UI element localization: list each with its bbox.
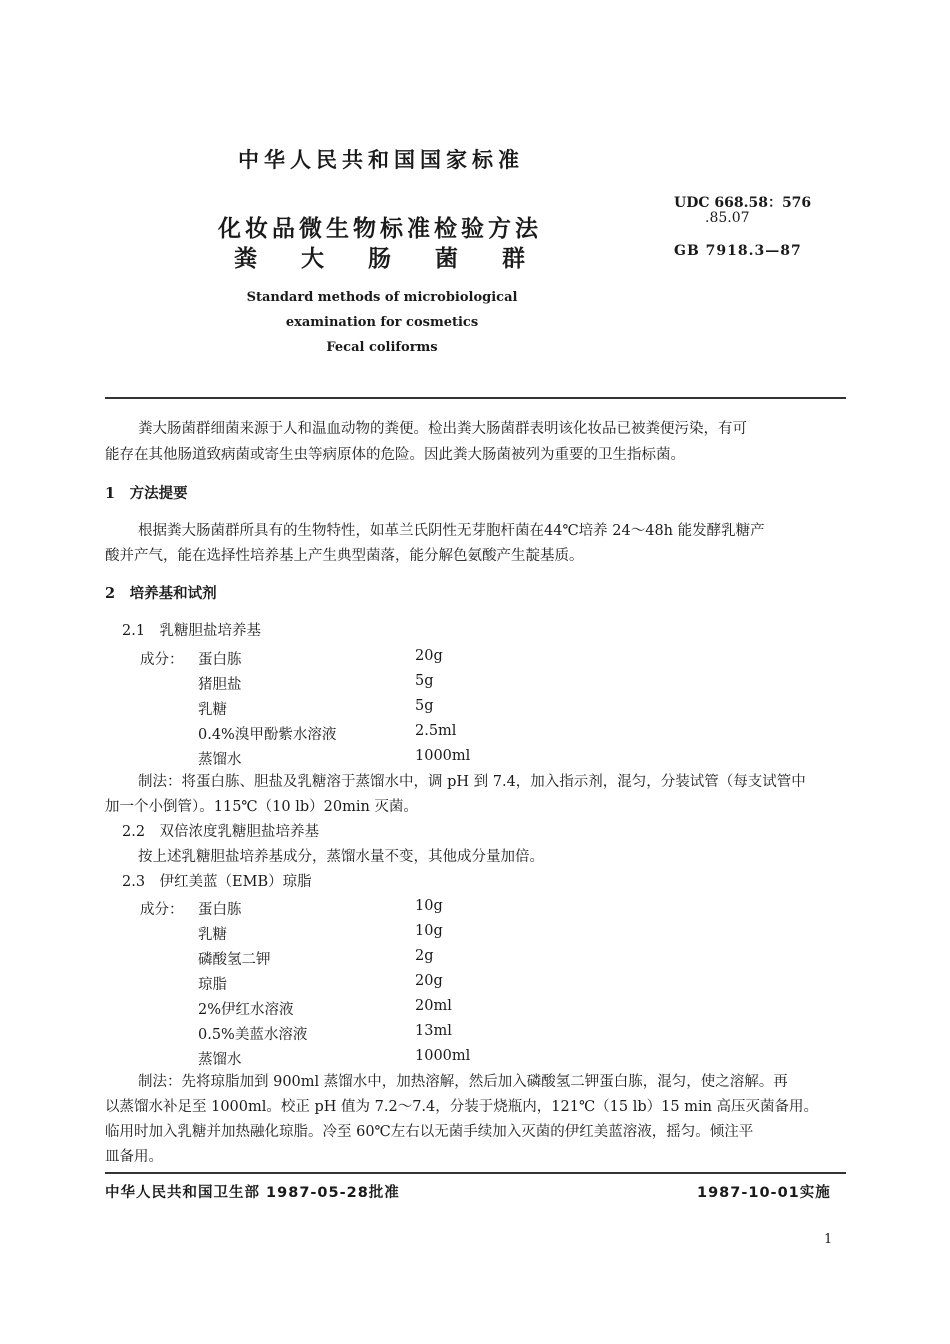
ingredient-amount: 2.5ml [415,723,457,739]
english-title-line2: examination for cosmetics [285,315,479,330]
gb-code: GB 7918.3—87 [674,243,802,259]
ingredient-name: 琼脂 [198,977,227,993]
standard-name: 中华人民共和国国家标准 [238,148,524,172]
section2-1-method-line2: 加一个小倒管）。115℃（10 lb）20min 灭菌。 [105,799,418,815]
ingredient-name: 乳糖 [198,702,227,718]
ingredients-label: 成分： [140,902,184,918]
document-subtitle: 粪大肠菌群 [234,246,569,272]
ingredient-name: 磷酸氢二钾 [198,952,271,968]
udc-code-continued: .85.07 [705,210,750,226]
section1-heading: 1 方法提要 [105,485,188,502]
ingredient-amount: 13ml [415,1023,452,1039]
section2-3-heading: 2.3 伊红美蓝（EMB）琼脂 [122,874,312,890]
section2-3-method-line4: 皿备用。 [105,1149,163,1165]
section2-1-method-line1: 制法：将蛋白胨、胆盐及乳糖溶于蒸馏水中，调 pH 到 7.4，加入指示剂，混匀，分装试管（每支试管中 [138,774,806,790]
ingredient-name: 蛋白胨 [198,902,242,918]
ingredient-amount: 10g [415,898,443,914]
section2-3-method-line3: 临用时加入乳糖并加热融化琼脂。冷至 60℃左右以无菌手续加入灭菌的伊红美蓝溶液，摇匀。倾注平 [105,1124,754,1140]
document-title: 化妆品微生物标准检验方法 [218,216,542,242]
section2-1-heading: 2.1 乳糖胆盐培养基 [122,623,262,639]
ingredient-amount: 20g [415,973,443,989]
section1-line1: 根据粪大肠菌群所具有的生物特性，如革兰氏阴性无芽胞杆菌在44℃培养 24～48h 能发酵乳糖产 [138,523,765,539]
page-number: 1 [824,1232,833,1247]
implementation-date: 1987-10-01实施 [697,1185,831,1201]
ingredient-amount: 20ml [415,998,452,1014]
ingredient-amount: 2g [415,948,434,964]
section2-2-text: 按上述乳糖胆盐培养基成分，蒸馏水量不变，其他成分量加倍。 [138,849,544,865]
footer-divider [105,1172,846,1174]
approval-statement: 中华人民共和国卫生部 1987-05-28批准 [105,1185,400,1201]
section2-3-method-line2: 以蒸馏水补足至 1000ml。校正 pH 值为 7.2～7.4，分装于烧瓶内，121℃（15 lb）15 min 高压灭菌备用。 [105,1099,819,1115]
ingredient-amount: 5g [415,698,434,714]
ingredient-name: 0.5%美蓝水溶液 [198,1027,308,1043]
section2-2-heading: 2.2 双倍浓度乳糖胆盐培养基 [122,824,320,840]
ingredient-name: 0.4%溴甲酚紫水溶液 [198,727,337,743]
udc-code: UDC 668.58：576 [674,195,812,211]
english-title-line3: Fecal coliforms [326,340,438,355]
ingredient-amount: 20g [415,648,443,664]
ingredient-name: 蒸馏水 [198,752,242,768]
header-divider [105,397,846,399]
ingredient-amount: 10g [415,923,443,939]
ingredient-amount: 5g [415,673,434,689]
ingredient-name: 蒸馏水 [198,1052,242,1068]
section1-line2: 酸并产气，能在选择性培养基上产生典型菌落，能分解色氨酸产生靛基质。 [105,548,584,564]
ingredient-amount: 1000ml [415,748,471,764]
ingredient-name: 乳糖 [198,927,227,943]
section2-heading: 2 培养基和试剂 [105,585,217,602]
english-title-line1: Standard methods of microbiological [246,290,518,305]
intro-line1: 粪大肠菌群细菌来源于人和温血动物的粪便。检出粪大肠菌群表明该化妆品已被粪便污染，有可 [138,421,747,437]
ingredients-label: 成分： [140,652,184,668]
ingredient-amount: 1000ml [415,1048,471,1064]
ingredient-name: 蛋白胨 [198,652,242,668]
ingredient-name: 2%伊红水溶液 [198,1002,294,1018]
intro-line2: 能存在其他肠道致病菌或寄生虫等病原体的危险。因此粪大肠菌被列为重要的卫生指标菌。 [105,447,685,463]
ingredient-name: 猪胆盐 [198,677,242,693]
section2-3-method-line1: 制法：先将琼脂加到 900ml 蒸馏水中，加热溶解，然后加入磷酸氢二钾蛋白胨，混匀，使之溶解。再 [138,1074,788,1090]
